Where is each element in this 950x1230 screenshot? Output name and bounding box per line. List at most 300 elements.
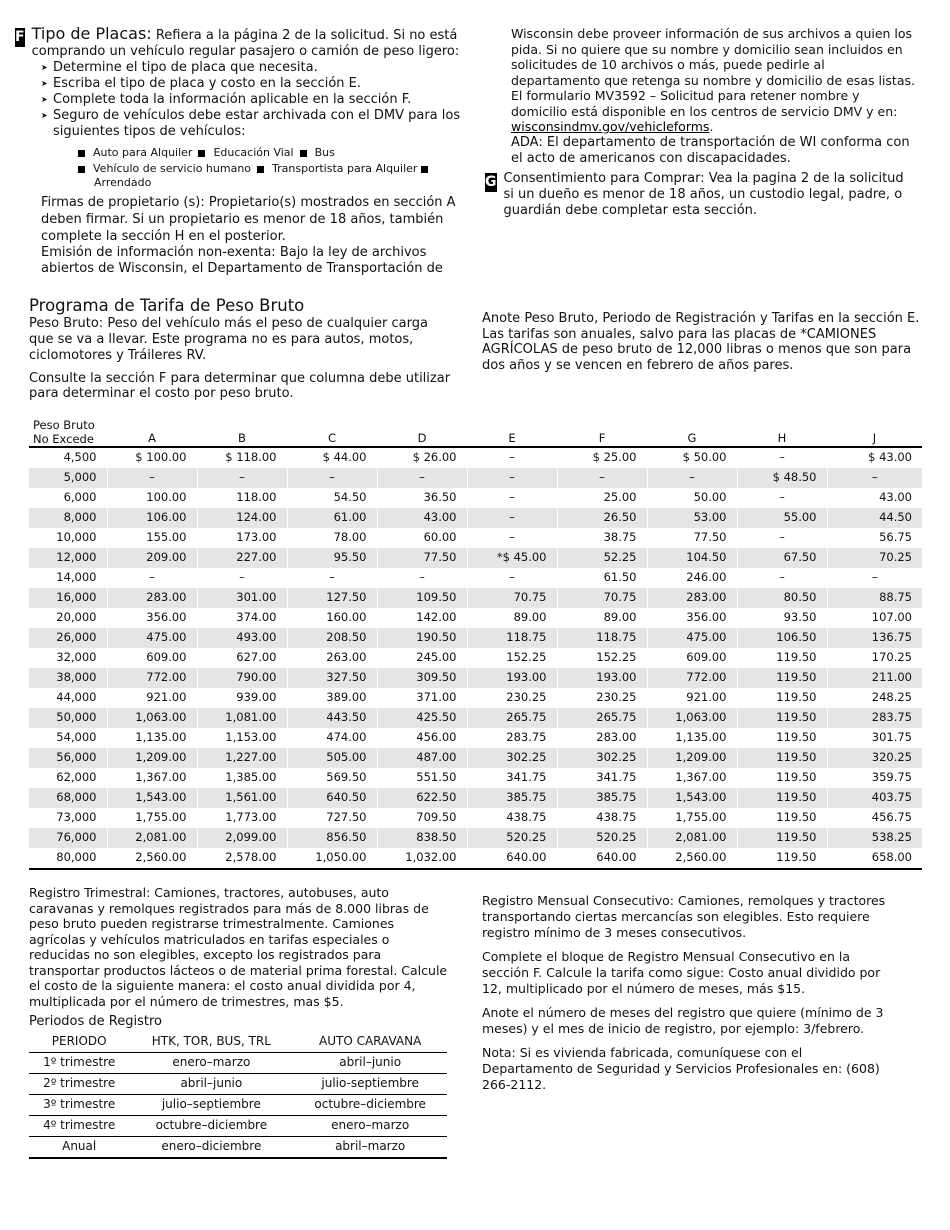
table-cell: 438.75 [467,808,557,828]
table-cell: 456.00 [377,728,467,748]
table-cell: 56,000 [29,748,107,768]
vehicle-type: Vehículo de servicio humano [78,162,251,176]
table-cell: 385.75 [557,788,647,808]
mensual-label: Registro Mensual Consecutivo: [482,893,674,908]
table-cell: 301.00 [197,588,287,608]
table-cell: 43.00 [827,488,922,508]
program-title: Programa de Tarifa de Peso Bruto [29,296,305,315]
table-cell: – [197,568,287,588]
table-cell: 551.50 [377,768,467,788]
table-cell: 1,385.00 [197,768,287,788]
table-cell: 93.50 [737,608,827,628]
periods-table [29,1032,447,1159]
table-cell: 403.75 [827,788,922,808]
periods-cell: octubre–diciembre [129,1116,293,1137]
periods-title: Periodos de Registro [29,1014,162,1029]
table-cell: 142.00 [377,608,467,628]
column-header-d: D [377,414,467,447]
fee-table [29,414,922,870]
peso-bruto-label: Peso Bruto: [29,316,104,331]
table-row [29,548,922,568]
table-cell: 939.00 [197,688,287,708]
periods-cell: octubre–diciembre [293,1095,447,1116]
firmas-label: Firmas de propietario (s): [41,195,205,210]
table-cell: – [377,568,467,588]
table-cell: 44.50 [827,508,922,528]
table-cell: 341.75 [557,768,647,788]
table-cell: 569.50 [287,768,377,788]
vehicle-type: Bus [300,146,335,160]
table-cell: 609.00 [107,648,197,668]
anote-text: Anote Peso Bruto, Periodo de Registración y Tarifas en la sección E. Las tarifas son anuales, salvo para las placas de *CAMIONES AGRÍCOLAS de peso bruto de 12,000 libras o menos que son para dos años y se vencen en febrero de años pares. [482,311,920,373]
table-cell: 119.50 [737,768,827,788]
column-header-weight: Peso Bruto No Excede [29,414,107,447]
table-cell: 1,081.00 [197,708,287,728]
table-cell: 1,135.00 [647,728,737,748]
table-row [29,828,922,848]
table-cell: 152.25 [557,648,647,668]
peso-bruto-text: Peso del vehículo más el peso de cualquier carga que se va a llevar. Este programa no es para autos, motos, ciclomotores y Tráileres RV. [29,316,428,363]
table-row [29,688,922,708]
mensual-text: Camiones, remolques y tractores transportando ciertas mercancías son elegibles. Esto requiere registro mínimo de 3 meses consecutivos. [482,893,886,940]
table-cell: 265.75 [557,708,647,728]
table-cell: 1,063.00 [647,708,737,728]
table-cell: 170.25 [827,648,922,668]
table-cell: 32,000 [56,650,97,665]
table-cell: 77.50 [377,548,467,568]
table-cell: 709.50 [377,808,467,828]
table-cell: 68,000 [29,788,107,808]
table-cell: 119.50 [737,648,827,668]
bullet-item: ➤ Escriba el tipo de placa y costo en la sección E. [41,76,465,92]
periods-cell: 3º trimestre [29,1095,129,1116]
table-cell: – [827,568,922,588]
table-cell: 14,000 [56,570,97,585]
table-row [29,668,922,688]
column-header-e: E [467,414,557,447]
table-cell: 209.00 [107,548,197,568]
table-cell: 283.75 [827,708,922,728]
table-cell: 1,755.00 [647,808,737,828]
table-cell: 265.75 [467,708,557,728]
table-cell: 356.00 [107,608,197,628]
table-cell: 61.00 [287,508,377,528]
periods-cell: 4º trimestre [29,1116,129,1137]
table-cell: 327.50 [287,668,377,688]
table-cell: 227.00 [197,548,287,568]
table-cell: 89.00 [467,608,557,628]
column-header-g: G [647,414,737,447]
periods-cell: julio–septiembre [129,1095,293,1116]
table-cell: $ 43.00 [827,447,922,468]
table-cell: 301.75 [827,728,922,748]
consent-text: Vea la pagina 2 de la solicitud si un dueño es menor de 18 años, un custodio legal, padre, o guardián debe completar esta sección. [503,171,904,218]
table-cell: 26.50 [557,508,647,528]
table-row [29,508,922,528]
table-cell: $ 48.50 [737,468,827,488]
table-cell: 505.00 [287,748,377,768]
periods-row [29,1095,447,1116]
table-cell: 1,755.00 [107,808,197,828]
table-cell: 640.00 [467,848,557,869]
table-cell: 493.00 [197,628,287,648]
table-cell: 26,000 [29,628,107,648]
firmas-paragraph [41,194,465,245]
table-cell: 283.00 [557,728,647,748]
table-row [29,648,922,668]
table-cell: 640.00 [557,848,647,869]
table-cell: 44,000 [56,690,97,705]
periods-cell: abril–junio [129,1074,293,1095]
periods-cell: enero–marzo [129,1053,293,1074]
table-cell: 38.75 [557,528,647,548]
table-cell: 107.00 [827,608,922,628]
table-cell: 1,032.00 [377,848,467,869]
column-header-c: C [287,414,377,447]
table-cell: 5,000 [29,468,107,488]
periods-cell: enero–diciembre [129,1137,293,1159]
bullet-item: ➤ Seguro de vehículos debe estar archivada con el DMV para los siguientes tipos de vehículos: [41,108,465,140]
table-cell: 152.25 [467,648,557,668]
table-cell: 25.00 [557,488,647,508]
table-row [29,488,922,508]
table-cell: 10,000 [56,530,97,545]
table-cell: 6,000 [63,490,97,505]
table-cell: 70.75 [467,588,557,608]
table-cell: 70.25 [827,548,922,568]
vehicle-type: Arrendado [94,176,152,189]
table-row [29,808,922,828]
table-cell: 1,153.00 [197,728,287,748]
table-cell: 119.50 [737,688,827,708]
column-header-j: J [827,414,922,447]
vehicle-type-list [78,146,458,190]
table-cell: 119.50 [737,828,827,848]
column-header-h: H [737,414,827,447]
table-cell: 1,227.00 [197,748,287,768]
section-f-intro: Refiera a la página 2 de la solicitud. Si no está comprando un vehículo regular pasajero o camión de peso ligero: [31,28,460,59]
table-cell: 119.50 [737,708,827,728]
consulte-text: Consulte la sección F para determinar que columna debe utilizar para determinar el costo por peso bruto. [29,371,451,401]
table-cell: 8,000 [29,508,107,528]
table-cell: 302.25 [467,748,557,768]
table-cell: 76,000 [29,828,107,848]
table-cell: 50,000 [29,708,107,728]
table-cell: 320.25 [827,748,922,768]
table-cell: 20,000 [56,610,97,625]
table-cell: 119.50 [737,668,827,688]
table-cell: 727.50 [287,808,377,828]
table-cell: 283.00 [647,588,737,608]
mensual-section [482,893,887,1093]
table-row [29,748,922,768]
table-cell: 106.00 [107,508,197,528]
table-cell: 52.25 [557,548,647,568]
table-cell: $ 25.00 [557,447,647,468]
table-cell: 12,000 [29,548,107,568]
table-cell: 475.00 [647,628,737,648]
table-cell: 1,063.00 [107,708,197,728]
table-cell: 520.25 [557,828,647,848]
emision-paragraph [41,245,465,277]
periods-cell: abril–marzo [293,1137,447,1159]
table-cell: – [647,468,737,488]
table-cell: – [377,468,467,488]
table-cell: 61.50 [557,568,647,588]
table-cell: 208.50 [287,628,377,648]
table-cell: 211.00 [827,668,922,688]
table-cell: 309.50 [377,668,467,688]
vehicle-type: Educación Vial [198,146,293,160]
section-f [15,26,465,277]
section-f-title: Tipo de Placas: [31,24,152,43]
table-row [29,728,922,748]
table-cell: 127.50 [287,588,377,608]
table-cell: 67.50 [737,548,827,568]
table-cell: 2,560.00 [647,848,737,869]
periods-cell: 1º trimestre [29,1053,129,1074]
table-cell: 100.00 [107,488,197,508]
periods-column-header: AUTO CARAVANA [293,1032,447,1053]
table-cell: – [467,468,557,488]
table-cell: 1,209.00 [647,748,737,768]
table-cell: 772.00 [107,668,197,688]
table-cell: 136.75 [827,628,922,648]
table-cell: 119.50 [737,788,827,808]
table-cell: *$ 45.00 [467,548,557,568]
table-cell: 538.25 [827,828,922,848]
table-cell: 1,135.00 [107,728,197,748]
table-cell: 118.75 [557,628,647,648]
table-cell: $ 118.00 [197,447,287,468]
table-cell: 456.75 [827,808,922,828]
vehicle-type: Transportista para Alquiler [257,162,436,176]
table-cell: 374.00 [197,608,287,628]
table-cell: 1,050.00 [287,848,377,869]
table-cell: 302.25 [557,748,647,768]
consent-paragraph [504,171,916,219]
table-cell: 119.50 [737,748,827,768]
table-cell: $ 44.00 [287,447,377,468]
periods-cell: abril–junio [293,1053,447,1074]
ada-text: ADA: El departamento de transportación de WI conforma con el acto de americanos con discapacidades. [511,134,910,166]
table-cell: 56.75 [827,528,922,548]
table-cell: 2,099.00 [197,828,287,848]
period: . [709,119,714,134]
table-cell: 474.00 [287,728,377,748]
table-cell: 77.50 [647,528,737,548]
table-cell: 1,561.00 [197,788,287,808]
table-cell: $ 50.00 [647,447,737,468]
table-cell: 193.00 [467,668,557,688]
table-cell: – [467,447,557,468]
table-cell: 160.00 [287,608,377,628]
table-cell: 16,000 [29,588,107,608]
table-cell: – [467,568,557,588]
table-cell: 425.50 [377,708,467,728]
table-cell: – [737,568,827,588]
table-cell: 385.75 [467,788,557,808]
table-cell: 62,000 [56,770,97,785]
bullet-item: ➤ Complete toda la información aplicable en la sección F. [41,92,465,108]
table-cell: – [467,488,557,508]
periods-row [29,1053,447,1074]
table-cell: 60.00 [377,528,467,548]
table-cell: – [467,528,557,548]
table-cell: 118.00 [197,488,287,508]
table-row [29,588,922,608]
table-cell: 263.00 [287,648,377,668]
table-cell: – [557,468,647,488]
consent-label: Consentimiento para Comprar: [503,171,705,186]
table-row [29,528,922,548]
column-header-a: A [107,414,197,447]
firmas-text: Propietario(s) mostrados en sección A deben firmar. Si un propietario es menor de 18 años, también complete la sección H en el posterior. [41,195,456,244]
table-cell: – [287,468,377,488]
table-cell: 190.50 [377,628,467,648]
table-row [29,788,922,808]
table-cell: 78.00 [287,528,377,548]
table-cell: – [107,468,197,488]
table-cell: 109.50 [377,588,467,608]
column-header-f: F [557,414,647,447]
table-row [29,608,922,628]
table-cell: – [737,528,827,548]
table-cell: 921.00 [107,688,197,708]
table-cell: 1,209.00 [107,748,197,768]
table-cell: 389.00 [287,688,377,708]
table-cell: 2,081.00 [647,828,737,848]
mensual-calc: Complete el bloque de Registro Mensual Consecutivo en la sección F. Calcule la tarifa como sigue: Costo anual dividido por 12, multiplicado por el número de meses, más $15. [482,949,881,996]
table-cell: 54.50 [287,488,377,508]
table-cell: 104.50 [647,548,737,568]
table-cell: 2,560.00 [107,848,197,869]
table-cell: 193.00 [557,668,647,688]
emision-label: Emisión de información non-exenta: [41,245,276,260]
table-cell: 88.75 [827,588,922,608]
periods-cell: Anual [29,1137,129,1159]
table-cell: 475.00 [107,628,197,648]
periods-cell: enero–marzo [293,1116,447,1137]
table-cell: 124.00 [197,508,287,528]
periods-cell: julio-septiembre [293,1074,447,1095]
table-cell: 856.50 [287,828,377,848]
table-cell: 54,000 [56,730,97,745]
table-cell: – [107,568,197,588]
mensual-paragraph [482,893,887,941]
table-cell: 1,543.00 [647,788,737,808]
table-cell: 230.25 [467,688,557,708]
table-cell: 283.00 [107,588,197,608]
table-cell: 50.00 [647,488,737,508]
table-cell: – [827,468,922,488]
table-cell: 118.75 [467,628,557,648]
table-cell: 658.00 [827,848,922,869]
table-cell: 73,000 [56,810,97,825]
table-cell: 55.00 [737,508,827,528]
table-cell: 155.00 [107,528,197,548]
table-cell: – [467,508,557,528]
trimestral-label: Registro Trimestral: [29,885,151,900]
section-f-bullets [41,60,465,140]
vehicle-forms-link[interactable]: wisconsindmv.gov/vehicleforms [511,119,710,134]
column-header-b: B [197,414,287,447]
table-cell: 2,578.00 [197,848,287,869]
table-cell: 246.00 [647,568,737,588]
table-cell: 1,367.00 [107,768,197,788]
periods-row [29,1137,447,1159]
table-cell: 341.75 [467,768,557,788]
table-cell: 230.25 [557,688,647,708]
table-cell: 790.00 [197,668,287,688]
table-cell: 443.50 [287,708,377,728]
table-cell: 245.00 [377,648,467,668]
table-row [29,628,922,648]
table-cell: 438.75 [557,808,647,828]
table-cell: $ 26.00 [377,447,467,468]
table-cell: 627.00 [197,648,287,668]
table-cell: 43.00 [377,508,467,528]
table-cell: 4,500 [63,450,97,465]
program-section [29,296,454,401]
table-cell: 609.00 [647,648,737,668]
table-cell: 1,543.00 [107,788,197,808]
table-cell: 622.50 [377,788,467,808]
section-g-badge: G [485,174,497,190]
right-top-column [511,26,916,167]
table-row [29,468,922,488]
table-cell: 487.00 [377,748,467,768]
table-cell: – [737,488,827,508]
table-cell: 80,000 [29,848,107,869]
table-cell: 283.75 [467,728,557,748]
mensual-months: Anote el número de meses del registro que quiere (mínimo de 3 meses) y el mes de inicio de registro, por ejemplo: 3/febrero. [482,1005,884,1036]
periods-cell: 2º trimestre [29,1074,129,1095]
table-cell: 248.25 [827,688,922,708]
periods-row [29,1074,447,1095]
table-cell: 80.50 [737,588,827,608]
table-cell: – [197,468,287,488]
open-records-text [511,26,916,135]
bullet-item: ➤ Determine el tipo de placa que necesita. [41,60,465,76]
mensual-nota: Nota: Si es vivienda fabricada, comuníquese con el Departamento de Seguridad y Servicios Profesionales en: (608) 266-2112. [482,1045,880,1092]
table-row [29,568,922,588]
table-cell: 921.00 [647,688,737,708]
trimestral-paragraph [29,885,449,1009]
table-cell: 2,081.00 [107,828,197,848]
section-g [485,171,915,219]
table-cell: 1,773.00 [197,808,287,828]
table-cell: 772.00 [647,668,737,688]
table-row [29,768,922,788]
periods-column-header: PERIODO [29,1032,129,1053]
table-cell: 36.50 [377,488,467,508]
periods-column-header: HTK, TOR, BUS, TRL [129,1032,293,1053]
table-cell: 89.00 [557,608,647,628]
table-cell: 520.25 [467,828,557,848]
peso-bruto-paragraph [29,316,454,364]
emision-text: Bajo la ley de archivos abiertos de Wisconsin, el Departamento de Transportación de [41,245,443,276]
table-cell: 356.00 [647,608,737,628]
table-cell: 359.75 [827,768,922,788]
table-row [29,848,922,869]
table-cell: 38,000 [29,668,107,688]
table-row [29,447,922,468]
fee-table-header [29,414,922,447]
table-cell: 119.50 [737,728,827,748]
table-cell: 640.50 [287,788,377,808]
periods-row [29,1116,447,1137]
